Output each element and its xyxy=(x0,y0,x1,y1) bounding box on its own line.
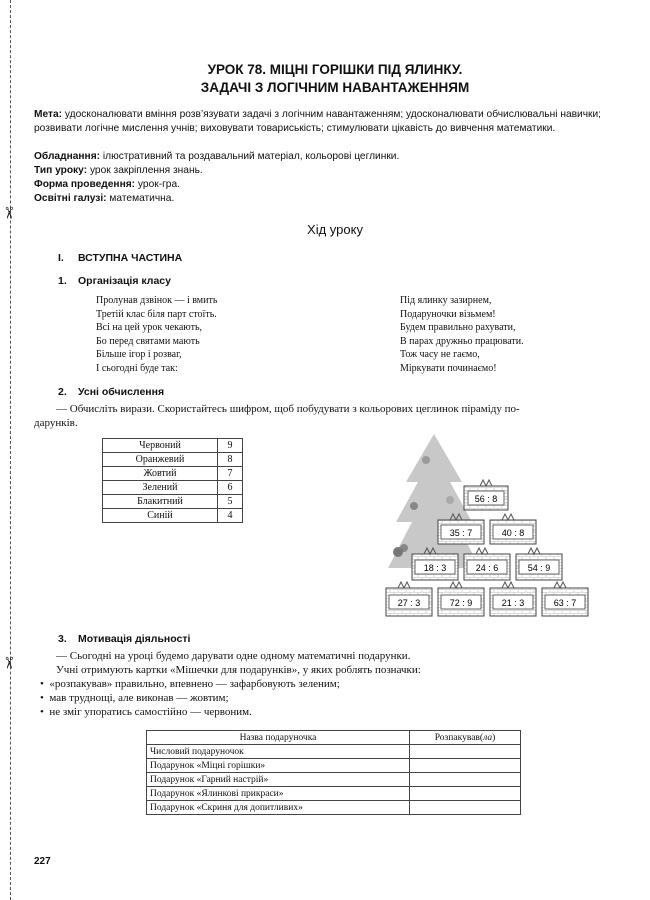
bow-icon xyxy=(502,514,514,520)
gift-name: Числовий подаруночок xyxy=(147,745,410,759)
poem-line: Всі на цей урок чекають, xyxy=(96,322,203,334)
bow-icon xyxy=(450,582,462,588)
poem-line: Міркувати починаємо! xyxy=(400,362,497,374)
gift-name: Подарунок «Міцні горішки» xyxy=(147,759,410,773)
poem-right xyxy=(400,294,524,376)
pyramid-expression: 72 : 9 xyxy=(449,598,473,608)
bow-icon xyxy=(480,480,492,486)
poem-left xyxy=(96,294,217,376)
gift-check-cell xyxy=(410,787,521,801)
section1-number: I. xyxy=(58,252,64,264)
equipment-text: ілюстративний та роздавальний матеріал, кольорові цеглинки. xyxy=(102,151,400,162)
color-value: 9 xyxy=(218,439,243,453)
lesson-areas xyxy=(34,192,639,206)
poem-line: Бо перед святами мають xyxy=(96,335,200,347)
table-row xyxy=(103,495,243,509)
pyramid-expression: 27 : 3 xyxy=(397,598,421,608)
gift-name: Подарунок «Скриня для допитливих» xyxy=(147,801,410,815)
lesson-equipment xyxy=(34,150,639,164)
lesson-goal xyxy=(34,108,639,136)
sub3-number: 3. xyxy=(58,633,67,645)
task2-text-line1: — Обчисліть вирази. Скористайтесь шифром, щоб побудувати з кольорових цеглинок піраміду по- xyxy=(56,403,520,415)
lesson-type xyxy=(34,164,639,178)
table-row xyxy=(103,439,243,453)
poem-line: Тож часу не гаємо, xyxy=(400,349,480,361)
gift-tracking-table xyxy=(146,730,521,815)
poem-line: В парах дружньо працювати. xyxy=(400,335,524,347)
table-row xyxy=(103,467,243,481)
sub1-number: 1. xyxy=(58,275,67,287)
table-row xyxy=(147,773,521,787)
poem-line: Пролунав дзвінок — і вмить xyxy=(96,295,218,306)
lesson-title-line2: ЗАДАЧІ З ЛОГІЧНИМ НАВАНТАЖЕННЯМ xyxy=(200,80,470,95)
gift-name: Подарунок «Ялинкові прикраси» xyxy=(147,787,410,801)
lesson-flow-heading: Хід уроку xyxy=(307,222,363,237)
type-label: Тип уроку: xyxy=(34,165,88,176)
pyramid-expression: 40 : 8 xyxy=(501,528,525,538)
color-name: Зелений xyxy=(103,481,218,495)
bullet-item: • мав труднощі, але виконав — жовтим; xyxy=(40,692,229,704)
pyramid-expression: 54 : 9 xyxy=(527,563,551,573)
pyramid-expression: 18 : 3 xyxy=(423,563,447,573)
gift-pyramid-illustration xyxy=(384,430,590,620)
pyramid-row4 xyxy=(386,582,588,616)
sub2-title: Усні обчислення xyxy=(78,386,165,398)
area-text: математична. xyxy=(109,193,175,204)
page-number: 227 xyxy=(34,856,51,867)
table-row xyxy=(103,509,243,523)
goal-label: Мета: xyxy=(34,109,63,120)
sub1-title: Організація класу xyxy=(78,275,171,287)
color-name: Оранжевий xyxy=(103,453,218,467)
color-name: Синій xyxy=(103,509,218,523)
lesson-form xyxy=(34,178,639,192)
gift-name: Подарунок «Гарний настрій» xyxy=(147,773,410,787)
color-value: 6 xyxy=(218,481,243,495)
bow-icon xyxy=(554,582,566,588)
pyramid-expression: 21 : 3 xyxy=(501,598,525,608)
pyramid-expression: 56 : 8 xyxy=(474,494,498,504)
gift-check-cell xyxy=(410,773,521,787)
equipment-label: Обладнання: xyxy=(34,151,101,162)
area-label: Освітні галузі: xyxy=(34,193,107,204)
task3-text-line1: — Сьогодні на уроці будемо дарувати одне одному математичні подарунки. xyxy=(56,650,411,662)
cut-line xyxy=(10,0,11,900)
column-header-name: Назва подаруночка xyxy=(147,731,410,745)
table-row xyxy=(147,759,521,773)
poem-line: Подаруночки візьмем! xyxy=(400,308,496,320)
bow-icon xyxy=(502,582,514,588)
type-text: урок закріплення знань. xyxy=(89,165,203,176)
section1-title: ВСТУПНА ЧАСТИНА xyxy=(78,252,183,264)
scissors-icon: ✂ xyxy=(0,656,19,670)
pyramid-expression: 35 : 7 xyxy=(449,528,473,538)
color-name: Червоний xyxy=(103,439,218,453)
form-label: Форма проведення: xyxy=(34,179,136,190)
bullet-item: • «розпакував» правильно, впевнено — зафарбовують зеленим; xyxy=(40,678,340,690)
gift-check-cell xyxy=(410,801,521,815)
pyramid-row1 xyxy=(464,480,508,510)
table-row xyxy=(103,481,243,495)
task3-text-line2: Учні отримують картки «Мішечки для подарунків», у яких роблять позначки: xyxy=(56,664,421,676)
color-name: Жовтий xyxy=(103,467,218,481)
poem-line: Будем правильно рахувати, xyxy=(400,322,516,334)
color-value: 4 xyxy=(218,509,243,523)
color-value: 8 xyxy=(218,453,243,467)
table-row xyxy=(147,801,521,815)
poem-line: Під ялинку зазирнем, xyxy=(400,295,492,306)
color-name: Блакитний xyxy=(103,495,218,509)
bullet-item: • не зміг упоратись самостійно — червоним. xyxy=(40,706,252,718)
gift-check-cell xyxy=(410,745,521,759)
color-cipher-table xyxy=(102,438,243,523)
bow-icon xyxy=(476,548,488,554)
sub2-number: 2. xyxy=(58,386,67,398)
form-text: урок-гра. xyxy=(137,179,180,190)
bow-icon xyxy=(528,548,540,554)
sub3-title: Мотивація діяльності xyxy=(78,633,191,645)
poem-line: І сьогодні буде так: xyxy=(96,362,178,374)
table-row xyxy=(147,787,521,801)
gift-check-cell xyxy=(410,759,521,773)
pyramid-expression: 24 : 6 xyxy=(475,563,499,573)
column-header-unpacked: Розпакував(ла) xyxy=(410,731,521,745)
scissors-icon: ✂ xyxy=(0,206,19,220)
poem-line: Більше ігор і розваг, xyxy=(96,349,182,361)
table-row xyxy=(147,745,521,759)
table-header-row xyxy=(147,731,521,745)
color-value: 5 xyxy=(218,495,243,509)
pyramid-expression: 63 : 7 xyxy=(553,598,577,608)
color-value: 7 xyxy=(218,467,243,481)
goal-text: удосконалювати вміння розв’язувати задачі з логічним навантаженням; удосконалювати обчислювальні навички; розвивати логічне мислення учнів; виховувати товариськість; стимулювати цікавість до вивчення математики. xyxy=(34,109,601,134)
lesson-title-line1: УРОК 78. МІЦНІ ГОРІШКИ ПІД ЯЛИНКУ. xyxy=(207,62,463,77)
bow-icon xyxy=(398,582,410,588)
poem-line: Третій клас біля парт стоїть. xyxy=(96,308,217,320)
task2-text-line2: дарунків. xyxy=(34,417,78,429)
table-row xyxy=(103,453,243,467)
